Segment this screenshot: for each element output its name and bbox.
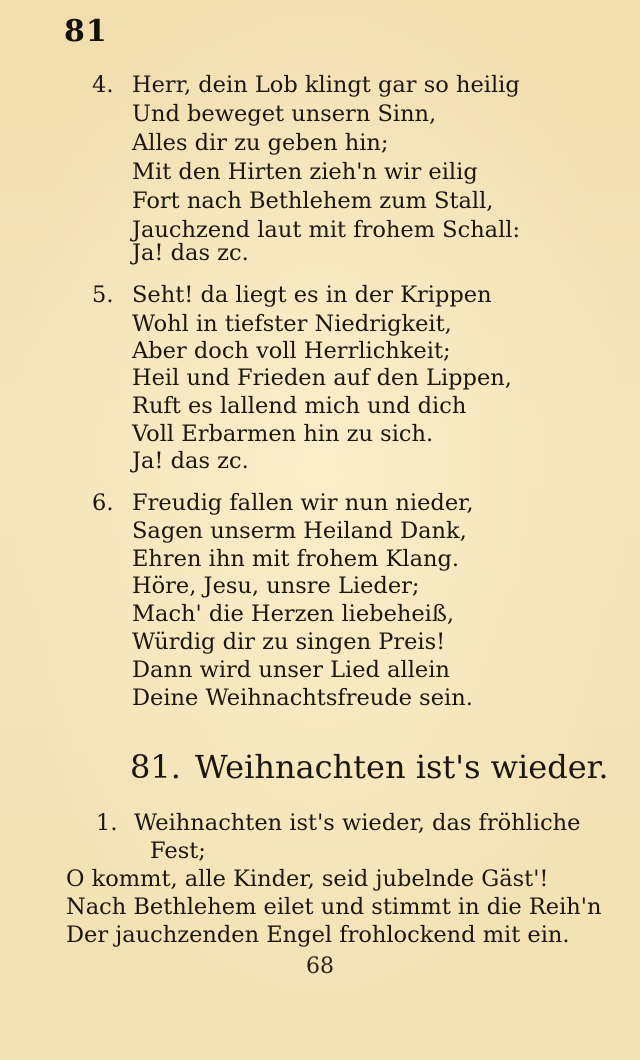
stanza-line: Mach' die Herzen liebeheiß, — [132, 601, 455, 627]
stanza-line: Und beweget unsern Sinn, — [132, 101, 437, 127]
stanza-line: Höre, Jesu, unsre Lieder; — [132, 573, 420, 599]
stanza-number: 5. — [92, 282, 114, 308]
stanza-number: 6. — [92, 490, 114, 516]
stanza-line: Sagen unserm Heiland Dank, — [132, 518, 467, 544]
stanza-line: Jauchzend laut mit frohem Schall: — [132, 217, 521, 243]
stanza-line: Fort nach Bethlehem zum Stall, — [132, 188, 494, 214]
stanza-line: Der jauchzenden Engel frohlockend mit ein. — [66, 922, 570, 948]
stanza-line: Fest; — [150, 838, 206, 864]
stanza-line: O kommt, alle Kinder, seid jubelnde Gäst'! — [66, 866, 549, 892]
stanza-line: Dann wird unser Lied allein — [132, 657, 450, 683]
stanza-line: Wohl in tiefster Niedrigkeit, — [132, 311, 452, 337]
stanza-line: Herr, dein Lob klingt gar so heilig — [132, 72, 520, 98]
stanza-refrain: Ja! das zc. — [132, 240, 249, 266]
page-number-top: 81 — [64, 14, 108, 49]
stanza-line: Aber doch voll Herrlichkeit; — [132, 338, 451, 364]
stanza-line: Seht! da liegt es in der Krippen — [132, 282, 492, 308]
stanza-line: Würdig dir zu singen Preis! — [132, 629, 446, 655]
stanza-line: Freudig fallen wir nun nieder, — [132, 490, 474, 516]
stanza-number: 1. — [96, 810, 118, 836]
stanza-line: Alles dir zu geben hin; — [132, 130, 389, 156]
stanza-line: Voll Erbarmen hin zu sich. — [132, 421, 434, 447]
stanza-line: Heil und Frieden auf den Lippen, — [132, 365, 512, 391]
stanza-line: Ehren ihn mit frohem Klang. — [132, 546, 460, 572]
stanza-line: Mit den Hirten zieh'n wir eilig — [132, 159, 478, 185]
page-number-bottom: 68 — [306, 954, 334, 979]
hymn-title — [130, 745, 609, 789]
stanza-line: Ruft es lallend mich und dich — [132, 393, 467, 419]
stanza-line: Weihnachten ist's wieder, das fröhliche — [134, 810, 581, 836]
stanza-line: Nach Bethlehem eilet und stimmt in die Reih'n — [66, 894, 602, 920]
hymn-number: 81. — [130, 748, 181, 786]
stanza-line: Deine Weihnachtsfreude sein. — [132, 685, 473, 711]
stanza-refrain: Ja! das zc. — [132, 448, 249, 474]
hymn-title-text: Weihnachten ist's wieder. — [194, 748, 609, 786]
stanza-number: 4. — [92, 72, 114, 98]
